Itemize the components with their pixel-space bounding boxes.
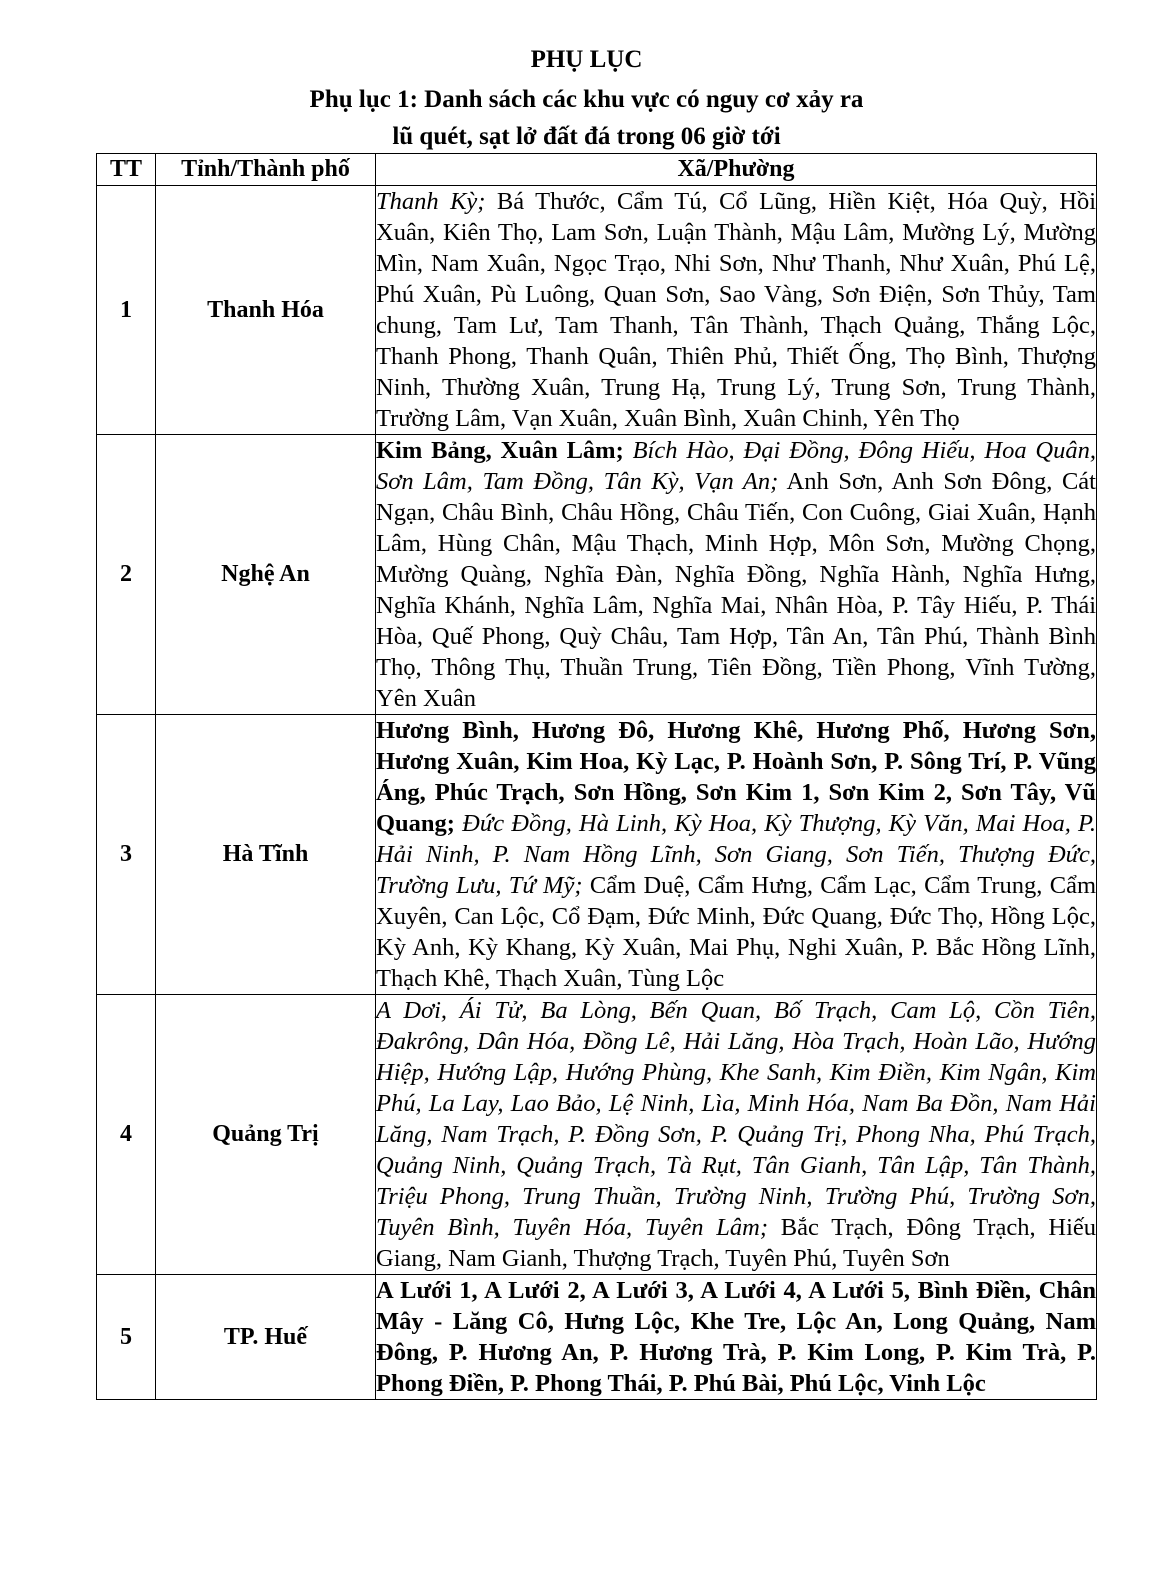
ward-list-italic: Bích Hào, Đại Đồng, Đông Hiếu, Hoa Quân, Sơn Lâm, Tam Đồng, Tân Kỳ, Vạn An; [376,437,1096,495]
ward-list-italic: Đức Đồng, Hà Linh, Kỳ Hoa, Kỳ Thượng, Kỳ Văn, Mai Hoa, P. Hải Ninh, P. Nam Hồng Lĩnh, Sơn Giang, Sơn Tiến, Thượng Đức, Trường Lưu, Tứ Mỹ; [376,810,1096,899]
header-province: Tỉnh/Thành phố [156,154,376,186]
appendix-title: PHỤ LỤC [530,46,643,73]
province-name: Hà Tĩnh [156,715,376,995]
ward-list-bold: Kim Bảng, Xuân Lâm; [376,437,624,464]
table-row [97,995,1097,1275]
ward-list-plain: Bắc Trạch, Đông Trạch, Hiếu Giang, Nam Gianh, Thượng Trạch, Tuyên Phú, Tuyên Sơn [376,1214,1096,1272]
province-name: Quảng Trị [156,995,376,1275]
ward-list-bold: A Lưới 1, A Lưới 2, A Lưới 3, A Lưới 4, A Lưới 5, Bình Điền, Chân Mây - Lăng Cô, Hưng Lộc, Khe Tre, Lộc An, Long Quảng, Nam Đông, P. Hương An, P. Hương Trà, P. Kim Long, P. Kim Trà, P. Phong Điền, P. Phong Thái, P. Phú Bài, Phú Lộc, Vinh Lộc [376,1277,1096,1397]
row-number: 1 [97,186,156,435]
ward-list-plain: Bá Thước, Cẩm Tú, Cổ Lũng, Hiền Kiệt, Hóa Quỳ, Hồi Xuân, Kiên Thọ, Lam Sơn, Luận Thành, Mậu Lâm, Mường Lý, Mường Mìn, Nam Xuân, Ngọc Trạo, Nhi Sơn, Như Thanh, Như Xuân, Phú Lệ, Phú Xuân, Pù Luông, Quan Sơn, Sao Vàng, Sơn Điện, Sơn Thủy, Tam chung, Tam Lư, Tam Thanh, Tân Thành, Thạch Quảng, Thắng Lộc, Thanh Phong, Thanh Quân, Thiên Phủ, Thiết Ống, Thọ Bình, Thượng Ninh, Thường Xuân, Trung Hạ, Trung Lý, Trung Sơn, Trung Thành, Trường Lâm, Vạn Xuân, Xuân Bình, Xuân Chinh, Yên Thọ [376,188,1097,432]
table-row [97,186,1097,435]
ward-list-italic: Thanh Kỳ; [376,188,486,215]
appendix-subtitle-line1: Phụ lục 1: Danh sách các khu vực có nguy cơ xảy ra [309,86,864,113]
ward-list [376,186,1097,435]
ward-list-italic: A Dơi, Ái Tử, Ba Lòng, Bến Quan, Bố Trạch, Cam Lộ, Cồn Tiên, Đakrông, Dân Hóa, Đồng Lê, Hải Lăng, Hòa Trạch, Hoàn Lão, Hướng Hiệp, Hướng Lập, Hướng Phùng, Khe Sanh, Kim Điền, Kim Ngân, Kim Phú, La Lay, Lao Bảo, Lệ Ninh, Lìa, Minh Hóa, Nam Ba Đồn, Nam Hải Lăng, Nam Trạch, P. Đồng Sơn, P. Quảng Trị, Phong Nha, Phú Trạch, Quảng Ninh, Quảng Trạch, Tà Rụt, Tân Gianh, Tân Lập, Tân Thành, Triệu Phong, Trung Thuần, Trường Ninh, Trường Phú, Trường Sơn, Tuyên Bình, Tuyên Hóa, Tuyên Lâm; [376,997,1096,1241]
row-number: 2 [97,435,156,715]
ward-list-plain: Anh Sơn, Anh Sơn Đông, Cát Ngạn, Châu Bình, Châu Hồng, Châu Tiến, Con Cuông, Giai Xuân, Hạnh Lâm, Hùng Chân, Mậu Thạch, Minh Hợp, Môn Sơn, Mường Chọng, Mường Quàng, Nghĩa Đàn, Nghĩa Đồng, Nghĩa Hành, Nghĩa Hưng, Nghĩa Khánh, Nghĩa Lâm, Nghĩa Mai, Nhân Hòa, P. Tây Hiếu, P. Thái Hòa, Quế Phong, Quỳ Châu, Tam Hợp, Tân An, Tân Phú, Thành Bình Thọ, Thông Thụ, Thuần Trung, Tiên Đồng, Tiền Phong, Vĩnh Tường, Yên Xuân [376,468,1096,712]
province-name: Thanh Hóa [156,186,376,435]
ward-list-bold: Hương Bình, Hương Đô, Hương Khê, Hương Phố, Hương Sơn, Hương Xuân, Kim Hoa, Kỳ Lạc, P. Hoành Sơn, P. Sông Trí, P. Vũng Áng, Phúc Trạch, Sơn Hồng, Sơn Kim 1, Sơn Kim 2, Sơn Tây, Vũ Quang; [376,717,1096,837]
ward-list-plain: Cẩm Duệ, Cẩm Hưng, Cẩm Lạc, Cẩm Trung, Cẩm Xuyên, Can Lộc, Cổ Đạm, Đức Minh, Đức Quang, Đức Thọ, Hồng Lộc, Kỳ Anh, Kỳ Khang, Kỳ Xuân, Mai Phụ, Nghi Xuân, P. Bắc Hồng Lĩnh, Thạch Khê, Thạch Xuân, Tùng Lộc [376,872,1096,992]
table-row [97,715,1097,995]
risk-area-table [96,153,1097,1400]
row-number: 3 [97,715,156,995]
ward-list [376,1275,1097,1400]
ward-list [376,995,1097,1275]
ward-list [376,715,1097,995]
province-name: TP. Huế [156,1275,376,1400]
province-name: Nghệ An [156,435,376,715]
ward-list [376,435,1097,715]
table-row [97,435,1097,715]
header-tt: TT [97,154,156,186]
row-number: 5 [97,1275,156,1400]
row-number: 4 [97,995,156,1275]
table-row [97,1275,1097,1400]
header-wards: Xã/Phường [376,154,1097,186]
appendix-subtitle-line2: lũ quét, sạt lở đất đá trong 06 giờ tới [392,123,781,150]
table-header-row [97,154,1097,186]
